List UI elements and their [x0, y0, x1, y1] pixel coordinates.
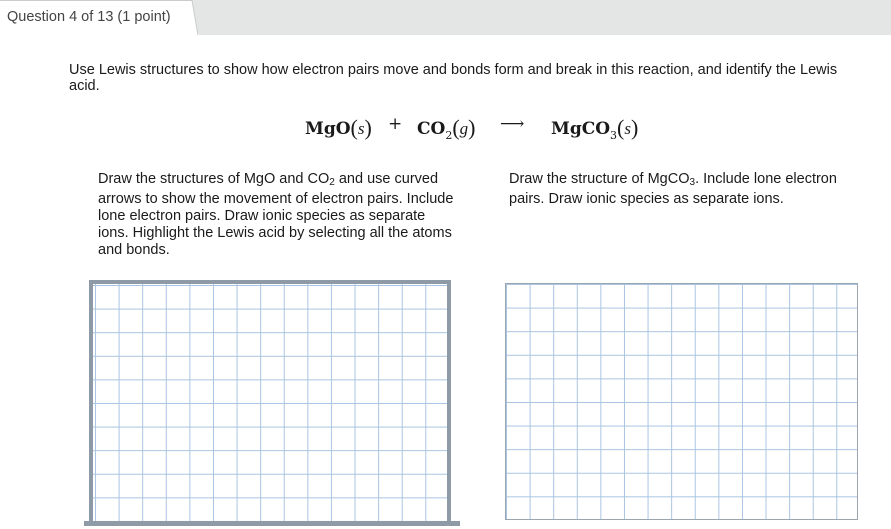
product-mgco3: MgCO$_3$(s): [551, 115, 639, 142]
left-panel-prompt: Draw the structures of MgO and $CO_2$ and use curved arrows to show the movement of electron pairs. Include lone electron pairs. Draw ionic species as separate ions. Highlight the Lewis acid by selecting all the atoms and bonds.: [98, 171, 454, 258]
left-canvas-bottom-border: [84, 521, 460, 526]
plus-sign: +: [388, 114, 403, 134]
instruction-text: Use Lewis structures to show how electron pairs move and bonds form and break in this reaction, and identify the Lewis acid.: [69, 62, 838, 94]
left-drawing-canvas[interactable]: [89, 280, 451, 525]
reaction-arrow: ⟶: [500, 114, 525, 134]
right-panel-prompt: Draw the structure of MgCO$_3$. Include lone electron pairs. Draw ionic species as separate ions.: [509, 171, 837, 207]
question-label: Question 4 of 13 (1 point): [7, 9, 171, 25]
reactant-co2: $CO_2(g)$: [417, 115, 476, 142]
right-drawing-canvas[interactable]: [505, 283, 858, 520]
reactant-mgo: MgO(s): [305, 115, 372, 140]
